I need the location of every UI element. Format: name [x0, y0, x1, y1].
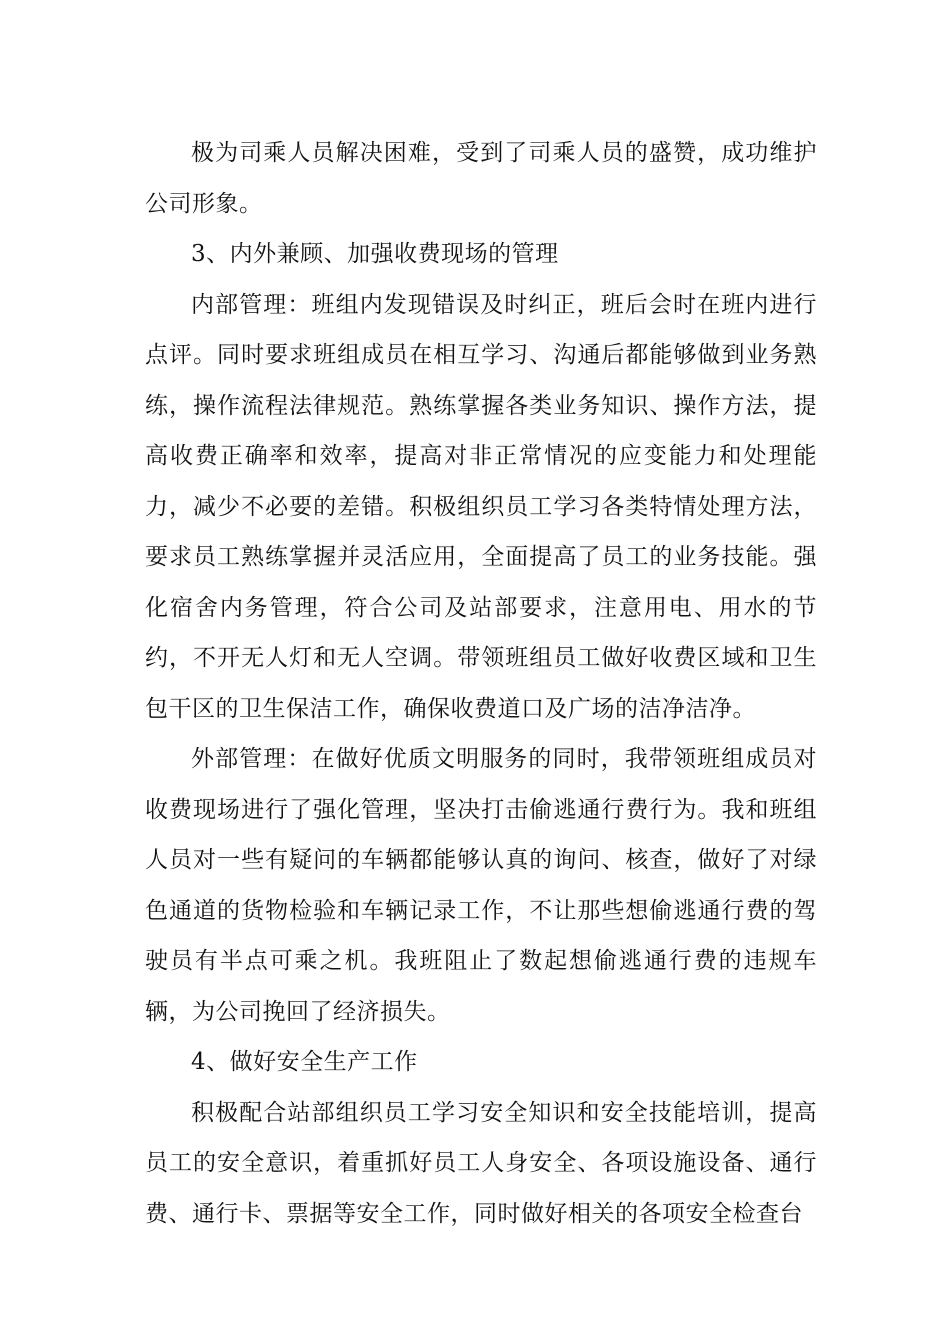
paragraph-safety-production: 积极配合站部组织员工学习安全知识和安全技能培训，提高员工的安全意识，着重抓好员工人身安全、各项设施设备、通行费、通行卡、票据等安全工作，同时做好相关的各项安全检查台 [145, 1099, 817, 1227]
document-body [145, 128, 817, 1239]
paragraph-internal-management: 内部管理：班组内发现错误及时纠正，班后会时在班内进行点评。同时要求班组成员在相互学习、沟通后都能够做到业务熟练，操作流程法律规范。熟练掌握各类业务知识、操作方法，提高收费正确率和效率，提高对非正常情况的应变能力和处理能力，减少不必要的差错。积极组织员工学习各类特情处理方法，要求员工熟练掌握并灵活应用，全面提高了员工的业务技能。强化宿舍内务管理，符合公司及站部要求，注意用电、用水的节约，不开无人灯和无人空调。带领班组员工做好收费区域和卫生包干区的卫生保洁工作，确保收费道口及广场的洁净洁净。 [145, 291, 817, 722]
section-heading-4: 4、做好安全生产工作 [191, 1049, 418, 1075]
paragraph-external-management: 外部管理：在做好优质文明服务的同时，我带领班组成员对收费现场进行了强化管理，坚决打击偷逃通行费行为。我和班组人员对一些有疑问的车辆都能够认真的询问、核查，做好了对绿色通道的货物检验和车辆记录工作，不让那些想偷逃通行费的驾驶员有半点可乘之机。我班阻止了数起想偷逃通行费的违规车辆，为公司挽回了经济损失。 [145, 746, 817, 1025]
paragraph-service-praise: 极为司乘人员解决困难，受到了司乘人员的盛赞，成功维护公司形象。 [145, 140, 817, 217]
section-heading-3: 3、内外兼顾、加强收费现场的管理 [191, 241, 559, 267]
